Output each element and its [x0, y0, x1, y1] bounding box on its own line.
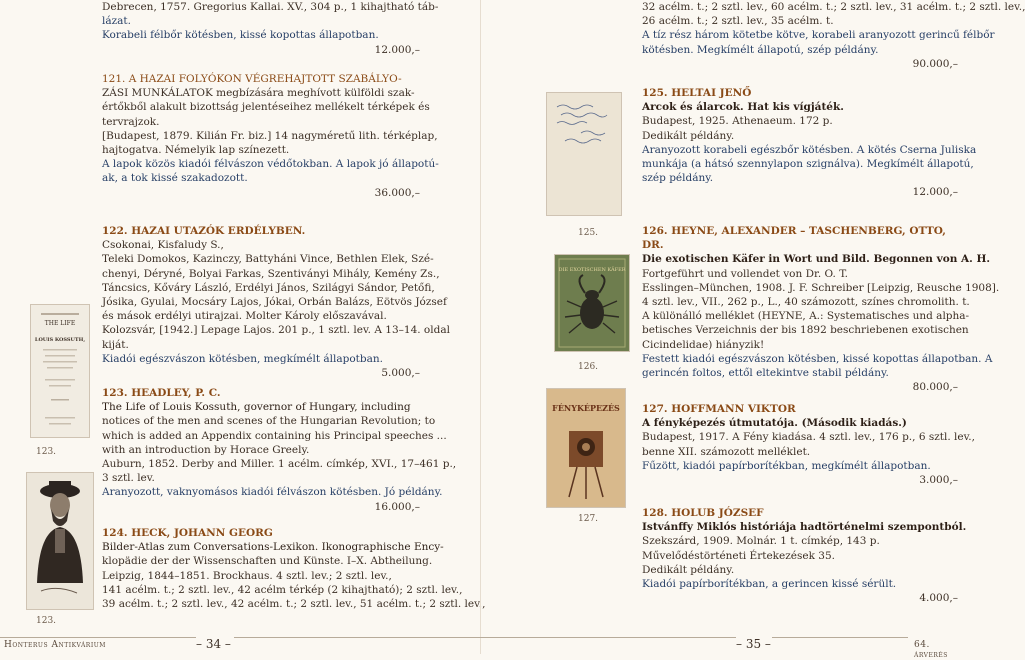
entry-heading: 127. HOFFMANN VIKTOR [642, 403, 796, 415]
image-caption: 126. [578, 362, 599, 372]
text-line: Auburn, 1852. Derby and Miller. 1 acélm. címkép, XVI., 17–461 p., [102, 458, 457, 471]
text-line: Táncsics, Kőváry László, Erdélyi János, Szilágyi Sándor, Petőfi, [102, 281, 435, 294]
text-line: kiját. [102, 338, 129, 351]
price: 36.000,– [374, 186, 420, 199]
text-line: Esslingen–München, 1908. J. F. Schreiber [Leipzig, Reusche 1908]. [642, 281, 1000, 294]
entry-heading: 128. HOLUB JÓZSEF [642, 507, 764, 519]
text-line: Aranyozott, vaknyomásos kiadói félvászon kötésben. Jó példány. [102, 486, 443, 499]
price: 4.000,– [919, 592, 958, 605]
entry-heading: 126. HEYNE, ALEXANDER – TASCHENBERG, OTTO, DR. [642, 225, 946, 252]
text-line: Budapest, 1925. Athenaeum. 172 p. [642, 115, 833, 128]
text-line: A fényképezés útmutatója. (Második kiadás.) [642, 417, 907, 430]
footer-rule [772, 637, 908, 638]
price: 12.000,– [912, 186, 958, 199]
entry-124-continued [642, 0, 1025, 71]
price: 3.000,– [919, 474, 958, 487]
text-line: Fortgeführt und vollendet von Dr. O. T. [642, 267, 848, 280]
entry-120-continued [102, 0, 439, 57]
price: 90.000,– [912, 57, 958, 70]
text-line: notices of the men and scenes of the Hungarian Revolution; to [102, 415, 436, 428]
text-line: 32 acélm. t.; 2 sztl. lev., 60 acélm. t.; 2 sztl. lev., 31 acélm. t.; 2 sztl. lev., [642, 1, 1025, 13]
text-line: 141 acélm. t.; 2 sztl. lev., 42 acélm térkép (2 kihajtható); 2 sztl. lev., [102, 583, 463, 596]
text-line: Debrecen, 1757. Gregorius Kallai. XV., 304 p., 1 kihajtható táb- [102, 1, 439, 13]
entry-heading: 125. HELTAI JENŐ [642, 87, 752, 99]
text-line: A lapok közös kiadói félvászon védőtokban. A lapok jó állapotú- [102, 158, 439, 171]
text-line: szép példány. [642, 172, 714, 185]
text-line: Teleki Domokos, Kazinczy, Battyháni Vince, Bethlen Elek, Szé- [102, 253, 434, 266]
left-page [0, 0, 486, 654]
image-caption: 127. [578, 514, 599, 524]
text-line: with an introduction by Horace Greely. [102, 443, 310, 456]
text-line: betisches Verzeichnis der bis 1892 beschriebenen exotischen [642, 324, 969, 337]
text-line: Bilder-Atlas zum Conversations-Lexikon. Ikonographische Ency- [102, 541, 444, 554]
text-line: Festett kiadói egészvászon kötésben, kissé kopottas állapotban. A [642, 352, 993, 365]
page-number: – 34 – [196, 637, 231, 651]
text-line: 4 sztl. lev., VII., 262 p., L., 40 számozott, színes chromolith. t. [642, 296, 970, 309]
text-line: tervrajzok. [102, 115, 160, 128]
entry-125 [642, 86, 977, 200]
text-line: Korabeli félbőr kötésben, kissé kopottas állapotban. [102, 29, 379, 42]
text-line: 3 sztl. lev. [102, 472, 155, 485]
book-title-line: THE LIFE [44, 320, 76, 327]
text-line: ak, a tok kissé szakadozott. [102, 172, 248, 185]
text-line: Die exotischen Käfer in Wort und Bild. Begonnen von A. H. [642, 253, 991, 266]
text-line: Csokonai, Kisfaludy S., [102, 239, 224, 252]
photography-cover-illustration [547, 389, 625, 507]
entry-128 [642, 506, 967, 605]
text-line: 26 acélm. t.; 2 sztl. lev., 35 acélm. t. [642, 15, 834, 28]
beetle-book-cover-image [554, 254, 630, 352]
image-caption: 125. [578, 228, 599, 238]
text-line: értőkből alakult bizottság jelentéseihez mellékelt térképek és [102, 101, 430, 114]
text-line: Szekszárd, 1909. Molnár. 1 t. címkép, 143 p. [642, 535, 880, 548]
price: 12.000,– [374, 43, 420, 56]
kossuth-portrait-image [26, 472, 94, 610]
text-line: ZÁSI MUNKÁLATOK megbízására meghívott külföldi szak- [102, 87, 415, 100]
text-line: Kiadói papírborítékban, a gerincen kissé sérült. [642, 578, 897, 591]
text-line: Művelődéstörténeti Értekezések 35. [642, 549, 835, 562]
text-line: The Life of Louis Kossuth, governor of Hungary, including [102, 401, 411, 414]
image-caption: 123. [36, 447, 57, 457]
text-line: Istvánffy Miklós históriája hadtörténelmi szempontból. [642, 521, 967, 534]
entry-127 [642, 402, 975, 487]
footer-rule [0, 637, 196, 638]
text-line: kötésben. Megkímélt állapotú, szép példány. [642, 43, 879, 56]
dedication-page-image [546, 92, 622, 216]
entry-heading: 123. HEADLEY, P. C. [102, 387, 221, 399]
publisher-footer: Honterus Antikvárium [4, 640, 106, 650]
text-line: which is added an Appendix containing his Principal speeches ... [102, 429, 447, 442]
image-caption: 123. [36, 616, 57, 626]
entry-123 [102, 386, 457, 514]
beetle-cover-illustration [555, 255, 629, 351]
text-line: klopädie der der Wissenschaften und Künste. I–X. Abtheilung. [102, 555, 433, 568]
page-number: – 35 – [736, 637, 771, 651]
book-title-page-image [30, 304, 90, 438]
price: 16.000,– [374, 500, 420, 513]
entry-heading: 121. A HAZAI FOLYÓKON VÉGREHAJTOTT SZABÁLYO- [102, 73, 402, 85]
text-line: benne XII. számozott melléklet. [642, 445, 811, 458]
photography-book-cover-image [546, 388, 626, 508]
text-line: hajtogatva. Némelyik lap színezett. [102, 144, 290, 157]
handwriting-illustration [547, 93, 621, 215]
entry-122 [102, 224, 450, 380]
text-line: [Budapest, 1879. Kilián Fr. biz.] 14 nagyméretű lith. térképlap, [102, 129, 438, 142]
text-line: Dedikált példány. [642, 563, 735, 576]
portrait-illustration [27, 473, 93, 609]
text-line: 39 acélm. t.; 2 sztl. lev., 42 acélm. t.; 2 sztl. lev., 51 acélm. t.; 2 sztl. lev., [102, 598, 486, 611]
text-line: Dedikált példány. [642, 129, 735, 142]
text-line: munkája (a hátsó szennylapon szignálva). Megkímélt állapotú, [642, 158, 974, 171]
text-line: Cicindelidae) hiányzik! [642, 338, 765, 351]
auction-footer: 64. árverés [914, 640, 948, 660]
text-line: A tíz rész három kötetbe kötve, korabeli aranyozott gerincű félbőr [642, 29, 995, 42]
text-line: chenyi, Déryné, Bolyai Farkas, Szentiványi Mihály, Kemény Zs., [102, 267, 440, 280]
text-line: Aranyozott korabeli egészbőr kötésben. A kötés Cserna Juliska [642, 143, 977, 156]
text-line: Fűzött, kiadói papírborítékban, megkímélt állapotban. [642, 459, 931, 472]
text-line: Kiadói egészvászon kötésben, megkímélt állapotban. [102, 352, 383, 365]
book-cover-title: FÉNYKÉPEZÉS [552, 403, 620, 413]
footer-rule [234, 637, 480, 638]
text-line: Jósika, Gyulai, Mocsáry Lajos, Jókai, Orbán Balázs, Eötvös József [102, 296, 447, 309]
text-line: és mások erdélyi utirajzai. Molter Károly előszavával. [102, 310, 387, 323]
price: 80.000,– [912, 381, 958, 394]
text-line: Kolozsvár, [1942.] Lepage Lajos. 201 p., 1 sztl. lev. A 13–14. oldal [102, 324, 450, 337]
text-line: Leipzig, 1844–1851. Brockhaus. 4 sztl. lev.; 2 sztl. lev., [102, 569, 392, 582]
text-line: lázat. [102, 15, 131, 28]
entry-121 [102, 72, 439, 200]
price: 5.000,– [381, 367, 420, 380]
entry-heading: 122. HAZAI UTAZÓK ERDÉLYBEN. [102, 225, 306, 237]
book-cover-title: DIE EXOTISCHEN KÄFER [558, 267, 626, 273]
entry-124 [102, 526, 486, 611]
text-line: A különálló melléklet (HEYNE, A.: Systematisches und alpha- [642, 310, 970, 323]
book-title-line: LOUIS KOSSUTH, [34, 337, 86, 343]
text-line: Budapest, 1917. A Fény kiadása. 4 sztl. lev., 176 p., 6 sztl. lev., [642, 431, 975, 444]
text-line: Arcok és álarcok. Hat kis vígjáték. [642, 101, 844, 114]
entry-heading: 124. HECK, JOHANN GEORG [102, 527, 273, 539]
footer-rule [480, 637, 736, 638]
entry-126 [642, 224, 1000, 394]
title-page-illustration [31, 305, 89, 437]
text-line: gerincén foltos, ettől eltekintve stabil példány. [642, 367, 889, 380]
